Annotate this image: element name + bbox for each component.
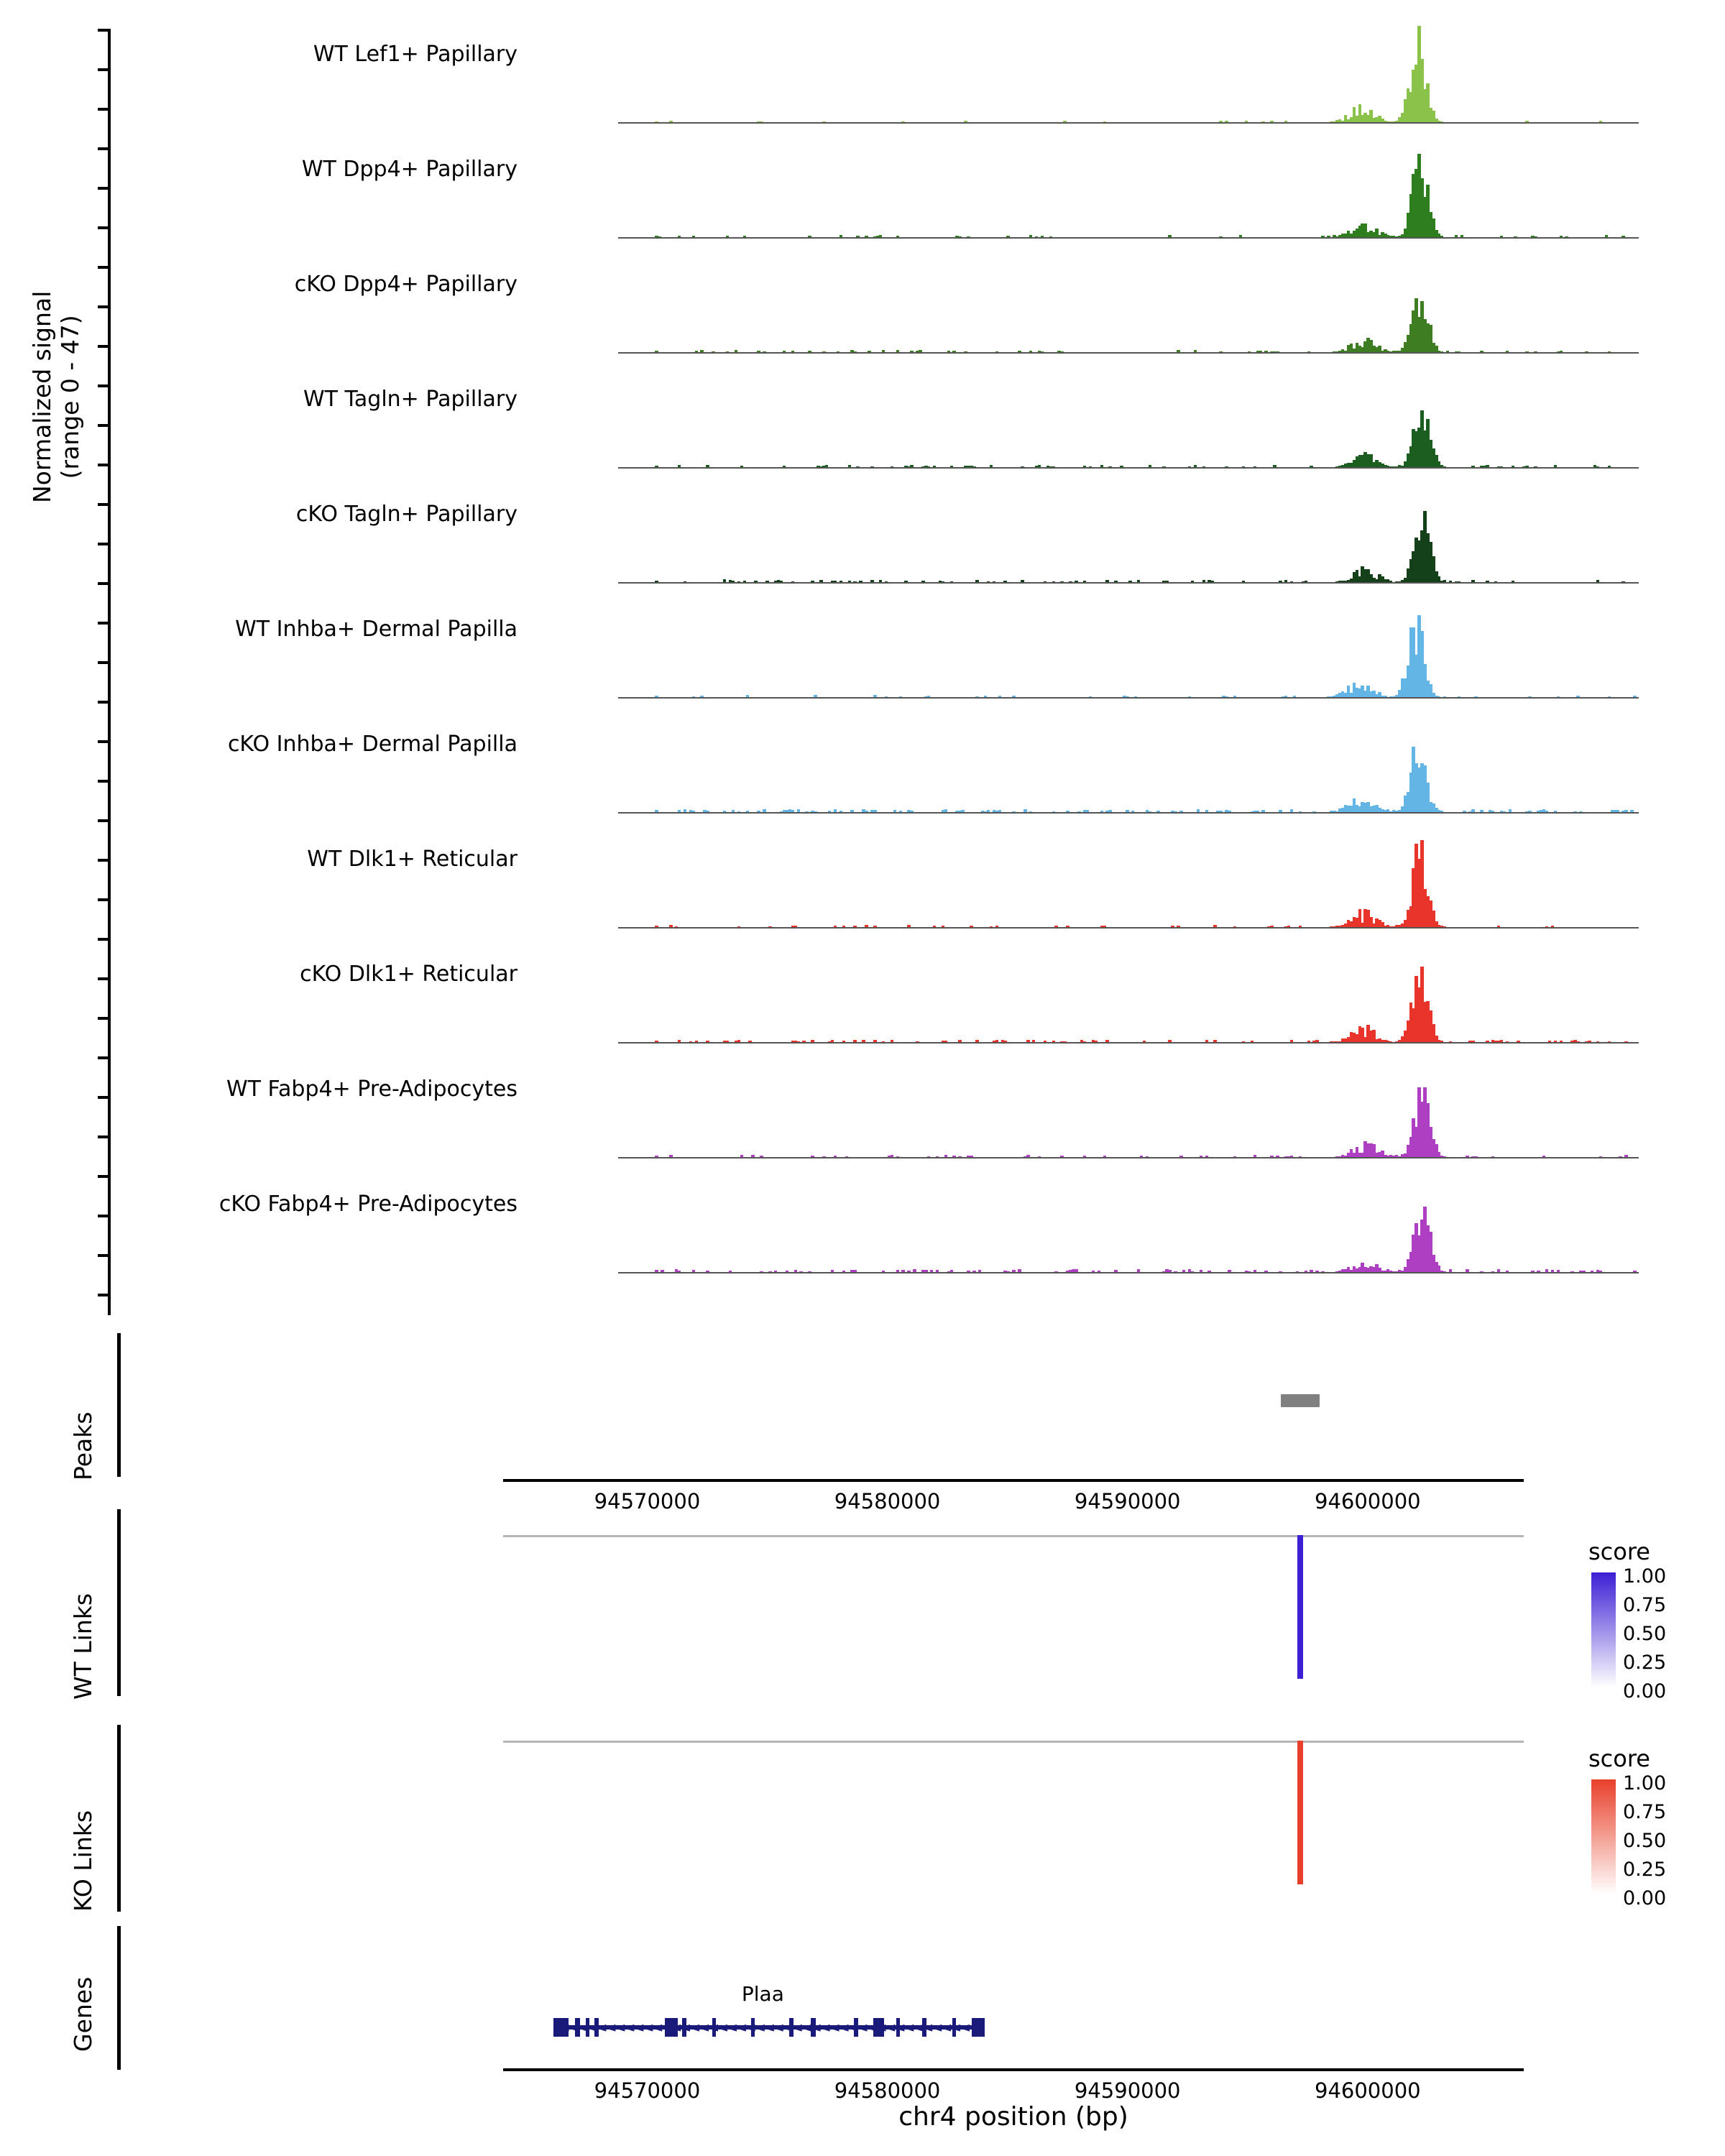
x-axis-line-bottom — [503, 2068, 1524, 2071]
coverage-track-plot — [618, 1171, 1639, 1286]
legend-tick-label: 0.75 — [1623, 1594, 1667, 1616]
coverage-track-plot — [618, 22, 1639, 137]
x-axis-line-top — [503, 1479, 1524, 1482]
gene-strand-arrow: ◄ — [865, 2018, 877, 2035]
axis-tick-mark — [98, 226, 111, 229]
coverage-baseline — [618, 582, 1639, 584]
coverage-baseline — [618, 697, 1639, 699]
coverage-track-plot — [618, 711, 1639, 826]
gene-strand-arrow: ◄ — [819, 2018, 830, 2035]
coverage-signal — [618, 829, 1639, 927]
legend-tick-label: 0.75 — [1623, 1801, 1667, 1823]
x-axis-tick-label: 94600000 — [1315, 1489, 1421, 1514]
axis-tick-mark — [98, 898, 111, 901]
gene-strand-arrow: ◄ — [893, 2018, 905, 2035]
ko-links-legend-title: score — [1588, 1745, 1650, 1772]
coverage-baseline — [618, 1272, 1639, 1273]
legend-tick-label: 0.50 — [1623, 1830, 1667, 1852]
coverage-signal — [618, 369, 1639, 467]
axis-tick-mark — [98, 1056, 111, 1059]
peak-region — [1281, 1394, 1320, 1407]
gene-strand-arrow: ◄ — [856, 2018, 868, 2035]
gene-strand-arrow: ◄ — [800, 2018, 811, 2035]
wt-links-legend-title: score — [1588, 1538, 1650, 1565]
legend-tick-label: 0.25 — [1623, 1651, 1667, 1674]
coverage-track-label: WT Dpp4+ Papillary — [301, 157, 518, 182]
gene-strand-arrow: ◄ — [791, 2018, 802, 2035]
gene-strand-arrow: ◄ — [632, 2018, 644, 2035]
coverage-signal — [618, 484, 1639, 582]
gene-strand-arrow: ◄ — [875, 2018, 886, 2035]
axis-tick-mark — [98, 819, 111, 822]
coverage-track — [115, 1056, 1596, 1171]
axis-tick-mark — [98, 977, 111, 980]
gene-strand-arrow: ◄ — [735, 2018, 746, 2035]
gene-strand-arrow: ◄ — [958, 2018, 970, 2035]
axis-tick-mark — [98, 1096, 111, 1099]
gene-strand-arrow: ◄ — [558, 2018, 569, 2035]
coverage-track-plot — [618, 1056, 1639, 1171]
gene-strand-arrow: ◄ — [604, 2018, 616, 2035]
axis-tick-mark — [98, 543, 111, 545]
coverage-signal — [618, 1174, 1639, 1272]
axis-tick-mark — [98, 29, 111, 32]
coverage-track — [115, 711, 1596, 826]
gene-strand-arrow: ◄ — [707, 2018, 719, 2035]
axis-tick-mark — [98, 859, 111, 862]
coverage-track-label: cKO Tagln+ Papillary — [295, 502, 518, 527]
coverage-track — [115, 252, 1596, 367]
axis-tick-mark — [98, 108, 111, 111]
gene-strand-arrow: ◄ — [967, 2018, 980, 2035]
axis-tick-mark — [98, 1254, 111, 1257]
gene-strand-arrow: ◄ — [837, 2018, 849, 2035]
coverage-track-label: cKO Dpp4+ Papillary — [294, 272, 518, 297]
axis-tick-mark — [98, 345, 111, 348]
axis-tick-mark — [98, 1175, 111, 1178]
gene-strand-arrow: ◄ — [669, 2018, 681, 2035]
gene-strand-arrow: ◄ — [911, 2018, 924, 2035]
coverage-baseline — [618, 927, 1639, 929]
coverage-track-plot — [618, 941, 1639, 1056]
axis-tick-mark — [98, 187, 111, 190]
x-axis-tick-label: 94590000 — [1074, 1489, 1181, 1514]
x-axis-tick-label: 94570000 — [594, 2078, 701, 2103]
legend-tick-label: 0.25 — [1623, 1858, 1667, 1881]
legend-tick-label: 0.00 — [1623, 1680, 1667, 1703]
coverage-track-label: cKO Fabp4+ Pre-Adipocytes — [218, 1192, 518, 1217]
coverage-track-plot — [618, 826, 1639, 941]
coverage-track — [115, 137, 1596, 252]
gene-strand-arrow: ◄ — [763, 2018, 774, 2035]
coverage-track — [115, 367, 1596, 482]
axis-tick-mark — [98, 266, 111, 269]
coverage-track-plot — [618, 596, 1639, 711]
gene-strand-arrow: ◄ — [623, 2018, 635, 2035]
coverage-axis-ticks — [108, 29, 111, 1315]
axis-tick-mark — [98, 384, 111, 387]
gene-strand-arrow: ◄ — [828, 2018, 840, 2035]
x-axis-tick-label: 94580000 — [834, 1489, 941, 1514]
y-axis-label — [29, 291, 85, 503]
coverage-track — [115, 1171, 1596, 1286]
coverage-track-label: WT Dlk1+ Reticular — [307, 847, 518, 872]
wt-links-top-rule — [503, 1535, 1524, 1537]
coverage-baseline — [618, 1157, 1639, 1158]
gene-strand-arrow: ◄ — [884, 2018, 896, 2035]
coverage-baseline — [618, 122, 1639, 124]
axis-tick-mark — [98, 1294, 111, 1296]
gene-strand-arrow: ◄ — [781, 2018, 793, 2035]
gene-strand-arrow: ◄ — [697, 2018, 709, 2035]
coverage-baseline — [618, 237, 1639, 239]
axis-tick-mark — [98, 1135, 111, 1138]
ko-links-legend-ramp — [1591, 1779, 1616, 1894]
gene-strand-arrow: ◄ — [595, 2018, 607, 2035]
ko-links-panel-label: KO Links — [69, 1810, 97, 1912]
legend-tick-label: 1.00 — [1623, 1565, 1667, 1588]
axis-tick-mark — [98, 622, 111, 625]
coverage-baseline — [618, 467, 1639, 469]
axis-tick-mark — [98, 424, 111, 427]
x-axis-tick-label: 94590000 — [1074, 2078, 1181, 2103]
axis-tick-mark — [98, 1215, 111, 1217]
coverage-baseline — [618, 1042, 1639, 1044]
gene-strand-arrow: ◄ — [772, 2018, 783, 2035]
gene-strand-arrow: ◄ — [744, 2018, 755, 2035]
gene-strand-arrow: ◄ — [567, 2018, 579, 2035]
coverage-signal — [618, 714, 1639, 812]
gene-strand-arrow: ◄ — [902, 2018, 914, 2035]
gene-strand-arrow: ◄ — [930, 2018, 942, 2035]
gene-strand-arrow: ◄ — [586, 2018, 597, 2035]
coverage-track-label: WT Fabp4+ Pre-Adipocytes — [226, 1077, 518, 1102]
wt-links-legend — [1588, 1538, 1667, 1703]
gene-strand-arrow: ◄ — [847, 2018, 858, 2035]
coverage-baseline — [618, 352, 1639, 354]
gene-strand-arrow: ◄ — [688, 2018, 700, 2035]
coverage-signal — [618, 944, 1639, 1042]
x-axis-title: chr4 position (bp) — [898, 2102, 1128, 2132]
gene-strand-arrow: ◄ — [725, 2018, 737, 2035]
coverage-signal — [618, 24, 1639, 122]
axis-tick-mark — [98, 661, 111, 664]
axis-tick-mark — [98, 582, 111, 585]
x-axis-tick-label: 94600000 — [1315, 2078, 1421, 2103]
link-arc — [1297, 1741, 1303, 1884]
coverage-track-label: cKO Dlk1+ Reticular — [300, 962, 518, 987]
gene-strand-arrow: ◄ — [716, 2018, 728, 2035]
peaks-panel-label: Peaks — [69, 1411, 97, 1480]
axis-tick-mark — [98, 701, 111, 704]
coverage-signal — [618, 139, 1639, 237]
coverage-signal — [618, 254, 1639, 352]
genes-panel-rule — [117, 1926, 121, 2070]
gene-strand-arrow: ◄ — [614, 2018, 625, 2035]
coverage-signal — [618, 1059, 1639, 1157]
link-arc — [1297, 1535, 1303, 1679]
axis-tick-mark — [98, 780, 111, 783]
gene-strand-arrow: ◄ — [641, 2018, 653, 2035]
ko-links-legend — [1588, 1745, 1667, 1909]
coverage-track — [115, 596, 1596, 711]
coverage-signal — [618, 599, 1639, 697]
wt-links-panel-rule — [117, 1509, 121, 1696]
gene-strand-arrow: ◄ — [576, 2018, 588, 2035]
wt-links-legend-ticks — [1623, 1567, 1666, 1710]
axis-tick-mark — [98, 938, 111, 941]
gene-strand-arrow: ◄ — [753, 2018, 765, 2035]
axis-tick-mark — [98, 305, 111, 308]
ko-links-legend-ticks — [1623, 1774, 1666, 1917]
coverage-track-label: WT Inhba+ Dermal Papilla — [235, 617, 518, 642]
gene-strand-arrow: ◄ — [660, 2018, 672, 2035]
legend-tick-label: 1.00 — [1623, 1772, 1667, 1795]
coverage-track-plot — [618, 482, 1639, 596]
coverage-track-plot — [618, 137, 1639, 252]
y-axis-label-line2: (range 0 - 47) — [55, 315, 84, 479]
gene-strand-arrow: ◄ — [678, 2018, 691, 2035]
coverage-track — [115, 941, 1596, 1056]
coverage-track-label: WT Tagln+ Papillary — [303, 387, 518, 412]
coverage-track-label: WT Lef1+ Papillary — [313, 42, 518, 67]
gene-strand-arrow: ◄ — [809, 2018, 821, 2035]
coverage-track — [115, 22, 1596, 137]
wt-links-panel-label: WT Links — [69, 1593, 97, 1700]
coverage-track-plot — [618, 367, 1639, 482]
axis-tick-mark — [98, 464, 111, 466]
peaks-panel-rule — [117, 1333, 121, 1477]
genes-panel-label: Genes — [69, 1976, 97, 2052]
wt-links-legend-ramp — [1591, 1572, 1616, 1687]
coverage-track-plot — [618, 252, 1639, 367]
x-axis-tick-label: 94570000 — [594, 1489, 701, 1514]
x-axis-tick-label: 94580000 — [834, 2078, 941, 2103]
coverage-track-label: cKO Inhba+ Dermal Papilla — [227, 732, 518, 757]
axis-tick-mark — [98, 147, 111, 150]
gene-strand-arrow: ◄ — [949, 2018, 961, 2035]
coverage-baseline — [618, 812, 1639, 814]
gene-strand-arrow: ◄ — [939, 2018, 952, 2035]
axis-tick-mark — [98, 68, 111, 71]
legend-tick-label: 0.00 — [1623, 1887, 1667, 1909]
gene-strand-arrow: ◄ — [921, 2018, 933, 2035]
axis-tick-mark — [98, 1017, 111, 1020]
y-axis-label-line1: Normalized signal — [28, 290, 56, 503]
coverage-track — [115, 826, 1596, 941]
axis-tick-mark — [98, 503, 111, 506]
ko-links-panel-rule — [117, 1725, 121, 1912]
axis-tick-mark — [98, 740, 111, 743]
gene-strand-arrow: ◄ — [650, 2018, 663, 2035]
legend-tick-label: 0.50 — [1623, 1623, 1667, 1645]
ko-links-top-rule — [503, 1741, 1524, 1743]
coverage-track — [115, 482, 1596, 596]
gene-label: Plaa — [741, 1982, 784, 2006]
